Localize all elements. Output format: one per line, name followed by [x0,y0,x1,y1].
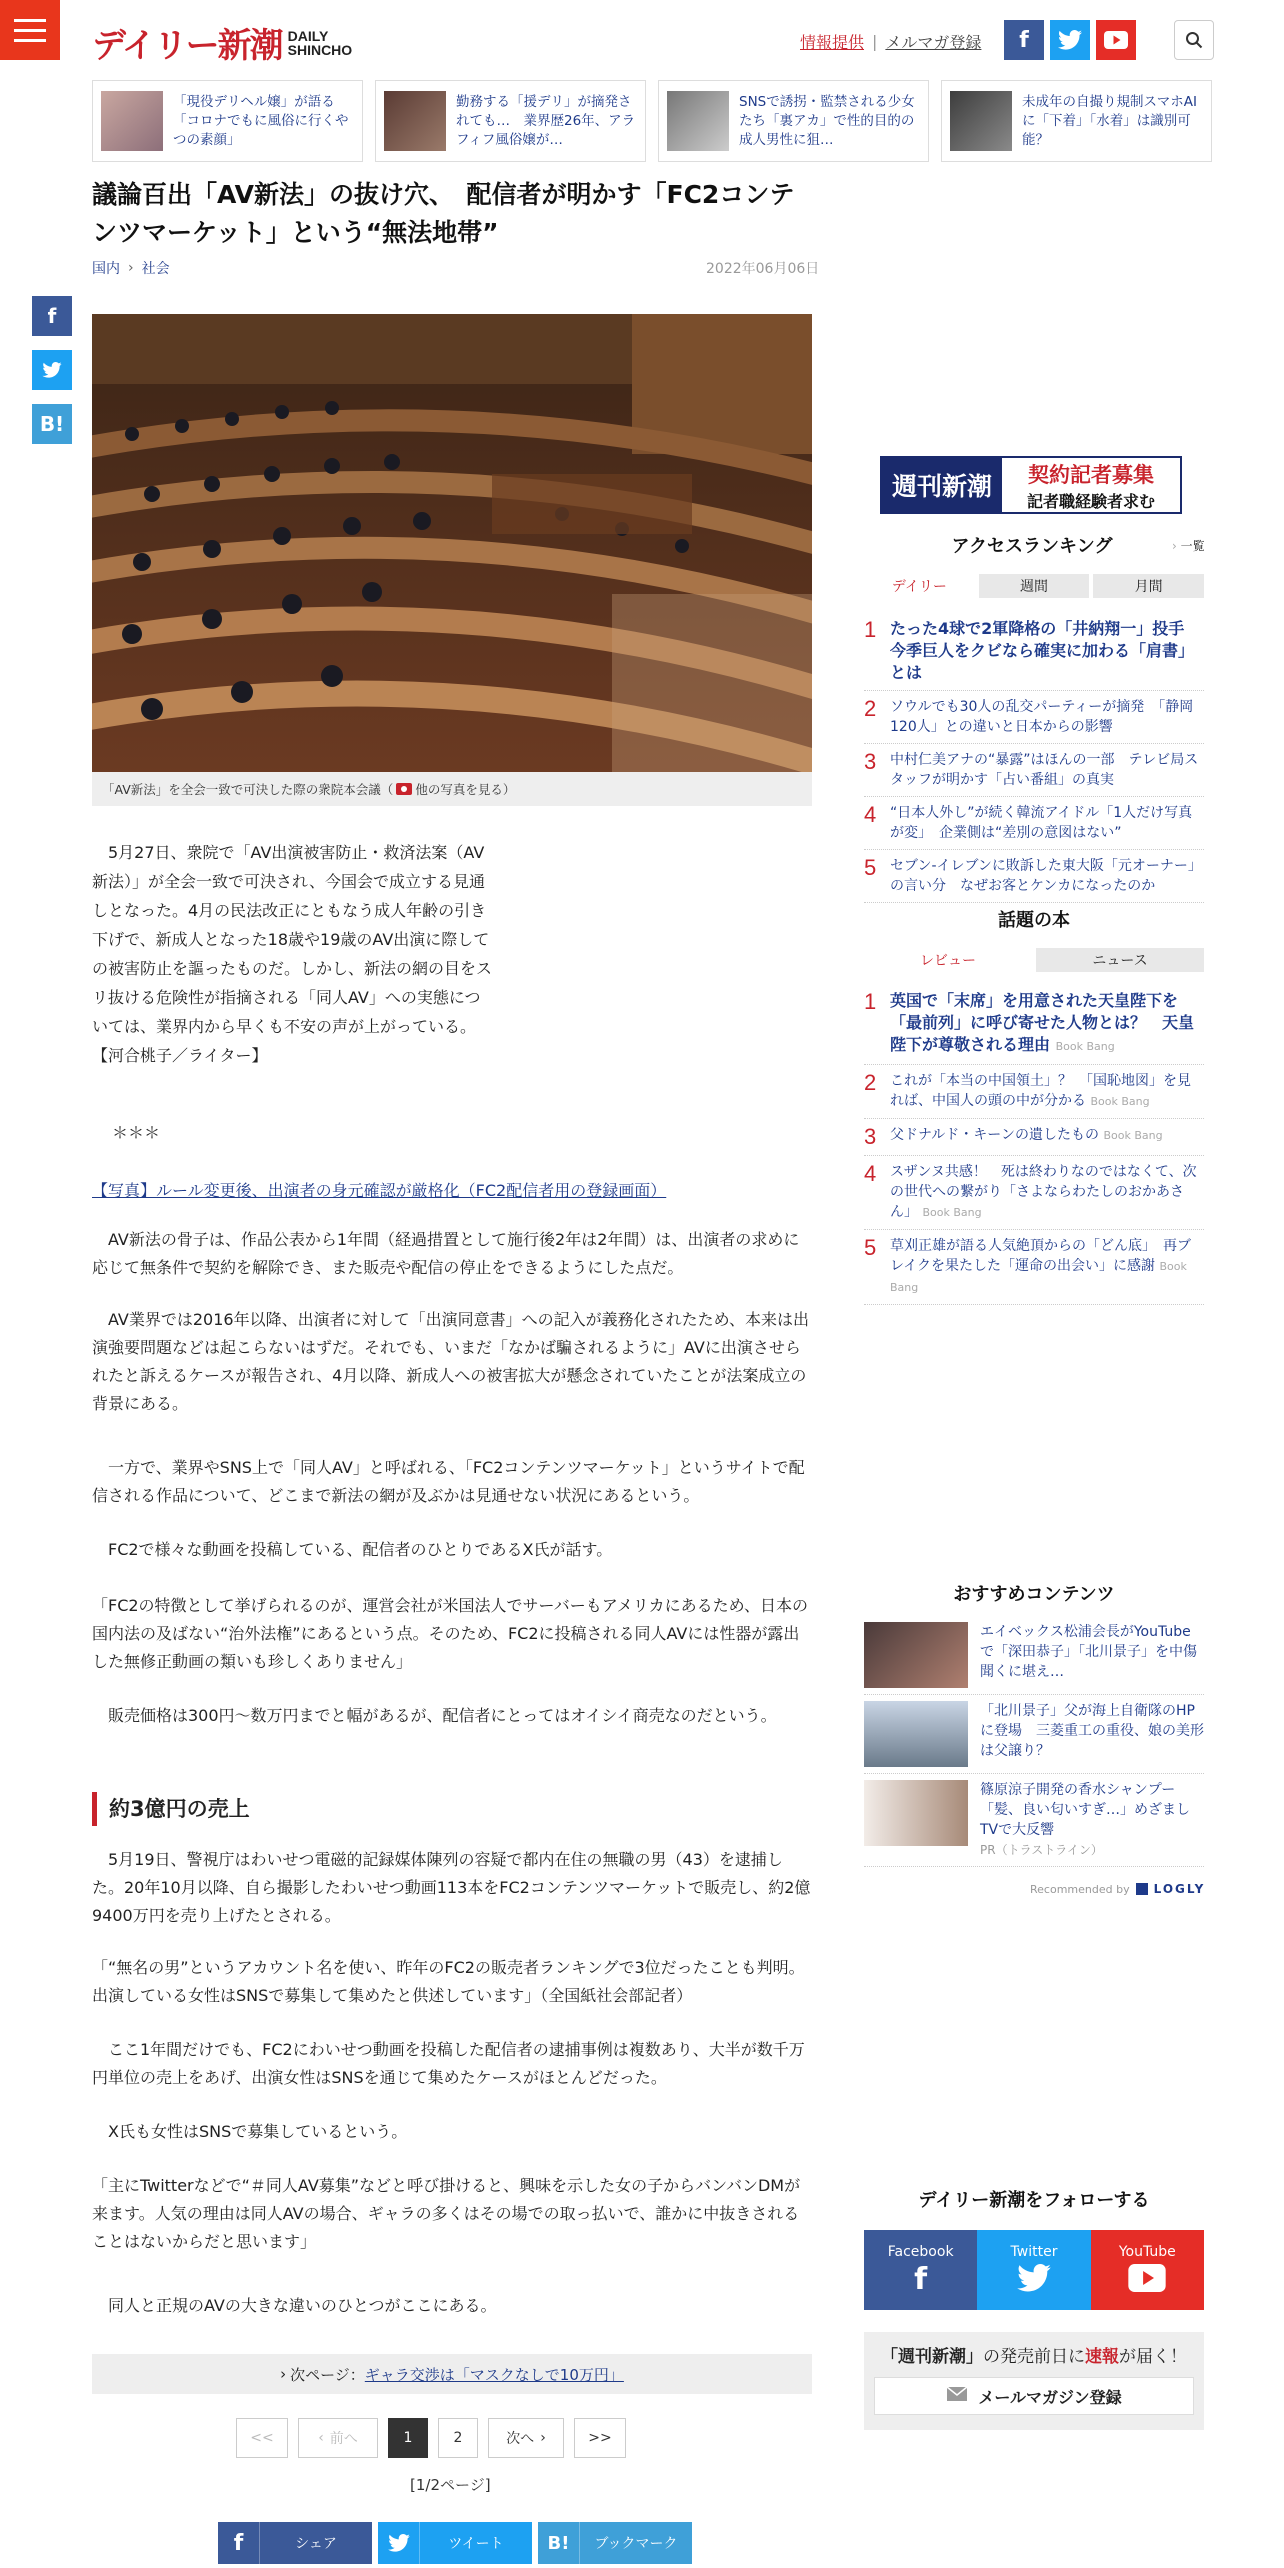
first-page-button[interactable]: << [236,2418,288,2458]
photo-link[interactable]: 【写真】ルール変更後、出演者の身元確認が厳格化（FC2配信者用の登録画面） [92,1181,667,1200]
related-article[interactable] [941,80,1212,162]
book-item[interactable]: 3 父ドナルド・キーンの遺したもの Book Bang [864,1119,1204,1156]
related-title: 「現役デリヘル嬢」が語る「コロナでもに風俗に行くやつの素顔」 [173,93,349,148]
breadcrumb-society[interactable]: 社会 [141,261,170,277]
ranking-item[interactable]: 2 ソウルでも30人の乱交パーティーが摘発 「静岡120人」との違いと日本からの影響 [864,691,1204,744]
ranking-item[interactable]: 5 セブン-イレブンに敗訴した東大阪「元オーナー」の言い分 なぜお客とケンカになったのか [864,850,1204,903]
facebook-icon: f [218,2522,260,2564]
info-link[interactable]: 情報提供 [800,33,865,52]
last-page-button[interactable]: >> [574,2418,626,2458]
follow-buttons [864,2230,1204,2310]
tab-news[interactable]: ニュース [1036,948,1204,972]
follow-title: デイリー新潮をフォローする [918,2190,1150,2211]
chevron-left-icon: ‹ [318,2430,324,2446]
ranking-item[interactable]: 1 たった4球で2軍降格の「井納翔一」投手 今季巨人をクビなら確実に加わる「肩書」とは [864,612,1204,691]
breadcrumb [92,258,170,278]
body-paragraph: 一方で、業界やSNS上で「同人AV」と呼ばれる、「FC2コンテンツマーケット」というサイトで配信される作品について、どこまで新法の網が及ぶかは見通せない状況にあるという。 [92,1458,805,1505]
facebook-icon[interactable]: f [1004,20,1044,60]
side-share [32,296,72,444]
next-page-link[interactable]: ギャラ交渉は「マスクなしで10万円」 [364,2365,624,2384]
related-article[interactable] [658,80,929,162]
thumbnail [667,91,729,151]
hatena-bookmark-icon: B! [538,2522,580,2564]
ranking-tabs [864,574,1204,598]
tab-weekly[interactable]: 週間 [979,574,1090,598]
separator-stars: ＊＊＊ [112,1123,161,1142]
twitter-share-button[interactable]: ツイート [378,2522,532,2564]
body-paragraph: AV業界では2016年以降、出演者に対して「出演同意書」への記入が義務化されたため、本来は出演強要問題などは起こらないはずだ。それでも、いまだ「なかば騙されるように」AVに出演させられたと訴えるケースが報告され、4月以降、新成人への被害拡大が懸念されていたことが法案成立の背景にある。 [92,1310,809,1413]
twitter-icon [378,2522,420,2564]
tab-daily[interactable]: デイリー [864,574,975,598]
related-title: SNSで誘拐・監禁される少女たち「裏アカ」で性的目的の成人男性に狙… [739,93,915,148]
body-paragraph: 販売価格は300円～数万円までと幅があるが、配信者にとってはオイシイ商売なのだという。 [92,1706,777,1725]
header-links: 情報提供 | メルマガ登録 [800,32,982,52]
body-paragraph: X氏も女性はSNSで募集しているという。 [92,2122,408,2141]
mail-signup [864,2332,1204,2430]
mail-link[interactable]: メルマガ登録 [885,33,982,52]
search-icon[interactable] [1174,20,1214,60]
book-item[interactable]: 2 これが「本当の中国領土」？ 「国恥地図」を見れば、中国人の頭の中が分かる Book Bang [864,1065,1204,1119]
books-title: 話題の本 [998,910,1070,931]
mail-signup-text: 「週刊新潮」の発売前日に速報が届く！ [881,2347,1187,2367]
chevron-right-icon: › [280,2365,287,2383]
publish-date: 2022年06月06日 [706,261,820,277]
ranking-list [864,612,1204,903]
twitter-share-icon[interactable] [32,350,72,390]
logo-en: DAILY SHINCHO [287,27,353,58]
thumbnail [101,91,163,151]
recommend-list [864,1616,1211,1867]
twitter-icon [1017,2264,1051,2296]
more-photos-link[interactable]: 他の写真を見る） [415,782,516,797]
related-article[interactable] [375,80,646,162]
body-paragraph: 「主にTwitterなどで“＃同人AV募集”などと呼び掛けると、興味を示した女の子からバンバンDMが来ます。人気の理由は同人AVの場合、ギャラの多くはその場での取っ払いで、誰かに中抜きされることはないからだと思います」 [92,2176,801,2251]
books-tabs [864,948,1204,972]
page-2-button[interactable]: 2 [438,2418,478,2458]
follow-youtube[interactable]: YouTube [1091,2230,1204,2310]
chevron-right-icon: › [128,260,134,276]
camera-icon[interactable] [396,783,412,795]
recruit-banner[interactable] [880,456,1182,514]
chevron-right-icon: › [1172,539,1181,553]
menu-button[interactable] [0,0,60,60]
body-paragraph: 5月19日、警視庁はわいせつ電磁的記録媒体陳列の容疑で都内在住の無職の男（43）を逮捕した。20年10月以降、自ら撮影したわいせつ動画113本をFC2コンテンツマーケットで販売し、約2億9400万円を売り上げたとされる。 [92,1850,811,1925]
recommend-item[interactable]: 「北川景子」父が海上自衛隊のHPに登場 三菱重工の重役、娘の美形は父譲り？ [864,1695,1204,1774]
body-paragraph: ここ1年間だけでも、FC2にわいせつ動画を投稿した配信者の逮捕事例は複数あり、大半が数千万円単位の売上をあげ、出演女性はSNSを通じて集めたケースがほとんどだった。 [92,2040,805,2087]
envelope-icon [946,2386,968,2406]
related-article[interactable] [92,80,363,162]
logly-logo-icon [1136,1883,1148,1895]
site-logo[interactable] [92,18,352,67]
facebook-share-button[interactable]: f シェア [218,2522,372,2564]
recommend-item[interactable]: エイベックス松浦会長がYouTubeで「深田恭子」「北川景子」を中傷 聞くに堪え… [864,1616,1204,1695]
breadcrumb-domestic[interactable]: 国内 [92,261,120,277]
hatena-bookmark-button[interactable]: B! ブックマーク [538,2522,692,2564]
follow-facebook[interactable]: Facebook f [864,2230,977,2310]
recommend-title: おすすめコンテンツ [953,1584,1115,1605]
body-paragraph: 「“無名の男”というアカウント名を使い、昨年のFC2の販売者ランキングで3位だったことも判明。出演している女性はSNSで募集して集めたと供述しています」（全国紙社会部記者） [92,1958,805,2005]
ranking-item[interactable]: 3 中村仁美アナの“暴露”はほんの一部 テレビ局スタッフが明かす「占い番組」の真実 [864,744,1204,797]
tab-review[interactable]: レビュー [864,948,1032,972]
related-title: 勤務する「援デリ」が摘発されても… 業界歴26年、アラフィフ風俗嬢が… [456,93,636,148]
book-item[interactable]: 1 英国で「末席」を用意された天皇陛下を「最前列」に呼び寄せた人物とは？ 天皇陛下が尊敬される理由 Book Bang [864,984,1204,1065]
related-title: 未成年の自撮り規制スマホAIに「下着」「水着」は識別可能？ [1022,93,1197,148]
ranking-more-link[interactable]: › 一覧 [1172,539,1205,553]
article-photo[interactable] [92,314,812,772]
body-paragraph: FC2で様々な動画を投稿している、配信者のひとりであるX氏が話す。 [92,1540,613,1559]
chevron-right-icon: › [540,2430,546,2446]
ranking-item[interactable]: 4 “日本人外し”が続く韓流アイドル「1人だけ写真が変」 企業側は“差別の意図はない” [864,797,1204,850]
logo-text: デイリー新潮 [92,26,282,66]
next-page-button[interactable]: 次へ › [488,2418,564,2458]
next-page-bar: › 次ページ： ギャラ交渉は「マスクなしで10万円」 [92,2354,812,2394]
body-paragraph: 「FC2の特徴として挙げられるのが、運営会社が米国法人でサーバーもアメリカにあるため、日本の国内法の及ばない“治外法権”にあるという点。そのため、FC2に投稿される同人AVには性器が露出した無修正動画の類いも珍しくありません」 [92,1596,808,1671]
tab-monthly[interactable]: 月間 [1093,574,1204,598]
pagination [236,2418,626,2458]
body-paragraph: 同人と正規のAVの大きな違いのひとつがここにある。 [92,2296,497,2315]
follow-twitter[interactable]: Twitter [977,2230,1090,2310]
photo-caption: 「AV新法」を全会一致で可決した際の衆院本会議（ 他の写真を見る） [92,772,812,806]
banner-text: 契約記者募集 記者職経験者求む [1002,458,1180,512]
youtube-icon[interactable] [1096,20,1136,60]
banner-brand: 週刊新潮 [892,472,993,501]
article-title: 議論百出「AV新法」の抜け穴、 配信者が明かす「FC2コンテンツマーケット」という“無法地帯” [92,180,795,247]
thumbnail [950,91,1012,151]
book-item[interactable]: 5 草刈正雄が語る人気絶頂からの「どん底」 再ブレイクを果たした「運命の出会い」に感謝 Book Bang [864,1230,1204,1305]
body-paragraph: AV新法の骨子は、作品公表から1年間（経過措置として施行後2年は2年間）は、出演者の求めに応じて無条件で契約を解除でき、また販売や配信の停止をできるようにした点だ。 [92,1230,800,1277]
prev-page-button[interactable]: ‹ 前へ [298,2418,378,2458]
youtube-icon [1127,2264,1167,2296]
thumbnail [864,1780,968,1846]
twitter-icon[interactable] [1050,20,1090,60]
mail-signup-button[interactable]: メールマガジン登録 [874,2377,1194,2415]
thumbnail [864,1622,968,1688]
hatena-bookmark-icon[interactable]: B! [32,404,72,444]
thumbnail [384,91,446,151]
page-indicator: [1/2ページ] [410,2476,491,2494]
section-heading: 約3億円の売上 [92,1792,812,1826]
related-articles [92,80,1212,162]
bottom-share [218,2522,692,2564]
lead-paragraph: 5月27日、衆院で「AV出演被害防止・救済法案（AV新法）」が全会一致で可決され、今国会で成立する見通しとなった。4月の民法改正にともなう成人年齢の引き下げで、新成人となった18歳や19歳のAV出演に際しての被害防止を謳ったものだ。しかし、新法の網の目をスリ抜ける危険性が指摘される「同人AV」への実態については、業界内から早くも不安の声が上がっている。【河合桃子／ライター】 [92,843,493,1065]
books-list [864,984,1204,1305]
facebook-icon: f [914,2262,928,2297]
recommended-by: Recommended by LOGLY [1030,1882,1206,1896]
recommend-item[interactable]: 篠原涼子開発の香水シャンプー「髪、良い匂いすぎ…」めざましTVで大反響 PR（トラストライン） [864,1774,1204,1867]
thumbnail [864,1701,968,1767]
page-1-button[interactable]: 1 [388,2418,428,2458]
facebook-share-icon[interactable]: f [32,296,72,336]
ranking-title: アクセスランキング [951,536,1113,557]
book-item[interactable]: 4 スザンヌ共感！ 死は終わりなのではなくて、次の世代への繋がり「さよならわたしのおかあさん」 Book Bang [864,1156,1204,1230]
